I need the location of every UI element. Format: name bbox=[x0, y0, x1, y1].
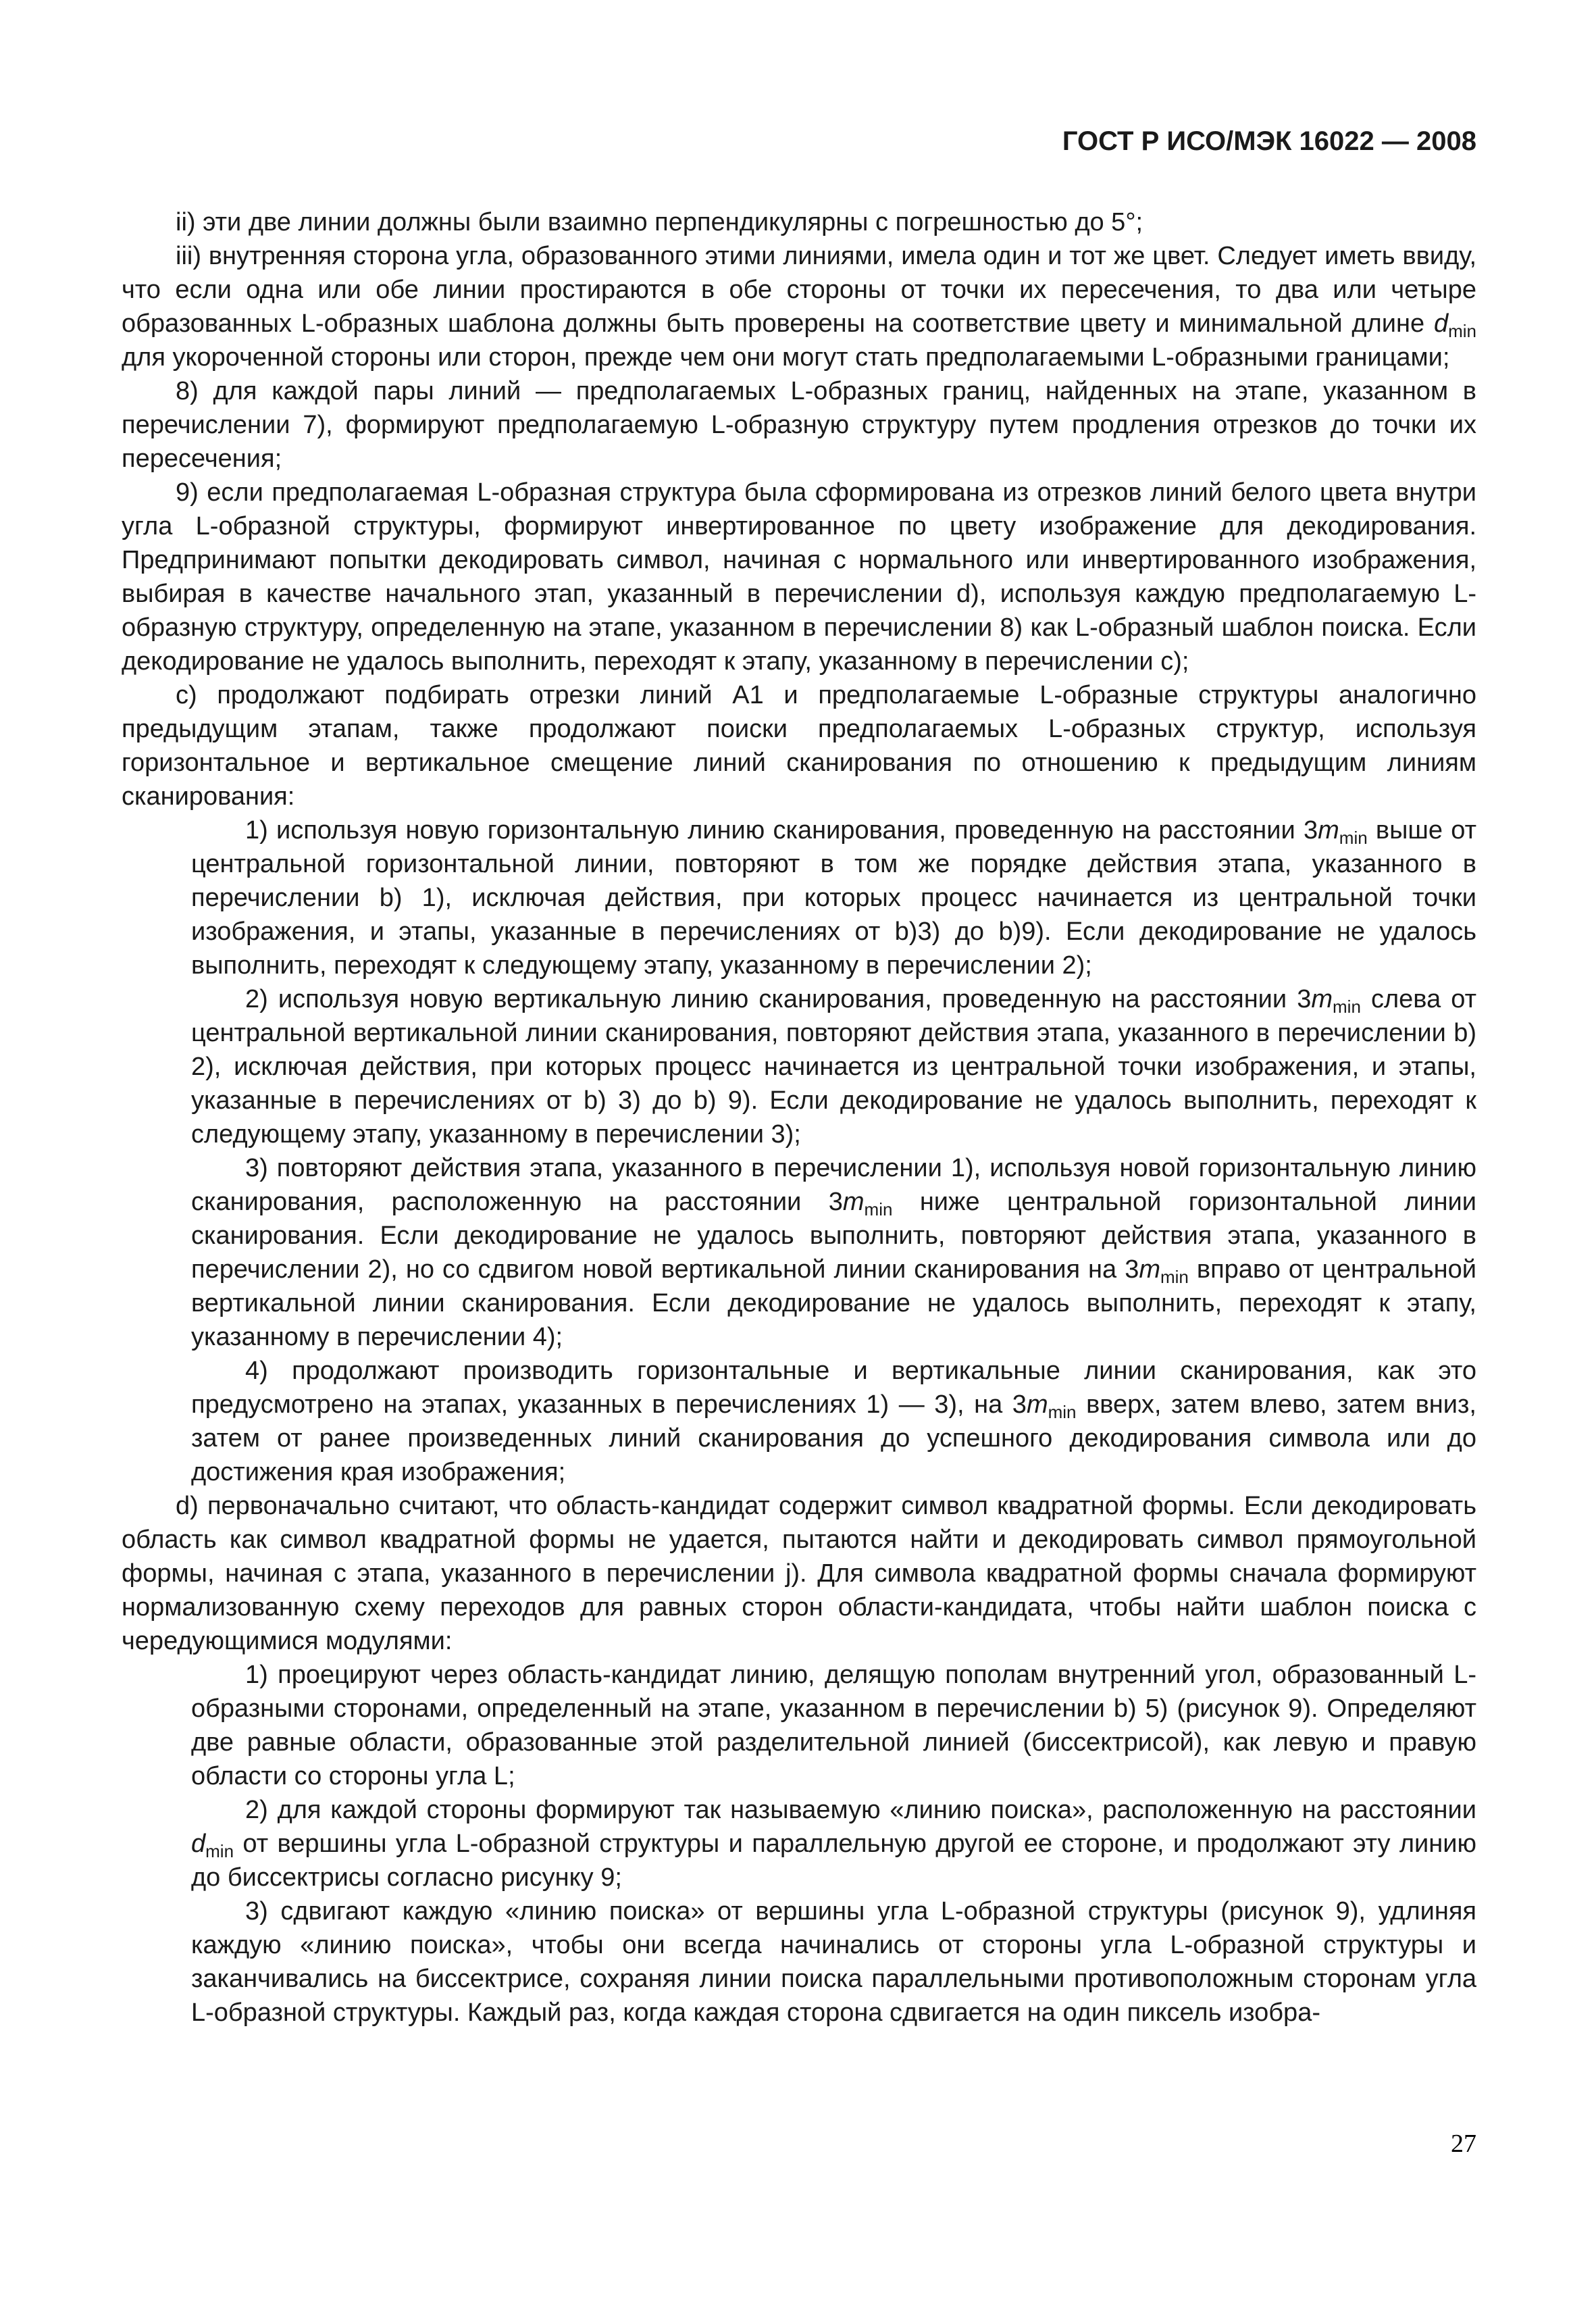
italic-symbol: m bbox=[842, 1188, 865, 1216]
paragraph-text: выше от центральной горизонтальной линии, повторяют в том же порядке действия этапа, указанного в перечислении b) 1), исключая действия, при которых процесс начинается из центральной точки изображения, и этапы, указанные в перечислениях от b)3) до b)9). Если декодирование не удалось выполнить, переходят к следующему этапу, указанному в перечислении 2); bbox=[191, 816, 1476, 980]
paragraph bbox=[122, 1489, 1476, 1658]
paragraph-text: 1) используя новую горизонтальную линию сканирования, проведенную на расстоянии 3 bbox=[245, 816, 1318, 845]
paragraph-text: 4) продолжают производить горизонтальные и вертикальные линии сканирования, как это предусмотрено на этапах, указанных в перечислениях 1) — 3), на 3 bbox=[191, 1357, 1476, 1419]
document-page bbox=[122, 101, 1476, 2030]
italic-symbol: m bbox=[1311, 985, 1333, 1013]
paragraph-text: iii) внутренняя сторона угла, образованного этими линиями, имела один и тот же цвет. Следует иметь ввиду, что если одна или обе линии простираются в обе стороны от точки их пересечения, то два или четыре образованных L-образных шаблона должны быть проверены на соответствие цвету и минимальной длине bbox=[122, 242, 1476, 338]
paragraph bbox=[122, 982, 1476, 1151]
paragraph-text: вверх, затем влево, затем вниз, затем от ранее произведенных линий сканирования до успешного декодирования символа или до достижения края изображения; bbox=[191, 1390, 1476, 1486]
italic-symbol: m bbox=[1139, 1255, 1160, 1284]
paragraph bbox=[122, 1354, 1476, 1489]
document-header: ГОСТ Р ИСО/МЭК 16022 — 2008 bbox=[1062, 126, 1476, 156]
paragraph bbox=[122, 205, 1476, 239]
subscript-text: min bbox=[864, 1199, 893, 1219]
italic-symbol: d bbox=[191, 1830, 206, 1858]
paragraph bbox=[122, 374, 1476, 476]
paragraph bbox=[122, 1658, 1476, 1793]
paragraph bbox=[122, 1793, 1476, 1894]
subscript-text: min bbox=[1448, 321, 1476, 341]
paragraph-text: 1) проецируют через область-кандидат линию, делящую пополам внутренний угол, образованный L-образными сторонами, определенный на этапе, указанном в перечислении b) 5) (рисунок 9). Определяют две равные области, образованные этой разделительной линией (биссектрисой), как левую и правую области со стороны угла L; bbox=[191, 1661, 1476, 1790]
italic-symbol: d bbox=[1433, 309, 1449, 338]
paragraph-text: 2) используя новую вертикальную линию сканирования, проведенную на расстоянии 3 bbox=[245, 985, 1312, 1013]
subscript-text: min bbox=[205, 1841, 234, 1861]
subscript-text: min bbox=[1333, 997, 1361, 1017]
paragraph-text: 2) для каждой стороны формируют так называемую «линию поиска», расположенную на расстоянии bbox=[245, 1796, 1476, 1824]
subscript-text: min bbox=[1048, 1402, 1077, 1422]
paragraph-text: ниже центральной горизонтальной линии сканирования. Если декодирование не удалось выполнить, повторяют действия этапа, указанного в перечислении 2), но со сдвигом новой вертикальной линии сканирования на 3 bbox=[191, 1188, 1477, 1284]
document-body bbox=[122, 205, 1476, 2030]
paragraph-text: для укороченной стороны или сторон, прежде чем они могут стать предполагаемыми L-образными границами; bbox=[122, 343, 1450, 372]
paragraph-text: 8) для каждой пары линий — предполагаемых L-образных границ, найденных на этапе, указанном в перечислении 7), формируют предполагаемую L-образную структуру путем продления отрезков до точки их пересечения; bbox=[122, 377, 1476, 473]
paragraph bbox=[122, 678, 1476, 813]
paragraph-text: c) продолжают подбирать отрезки линий A1 и предполагаемые L-образные структуры аналогично предыдущим этапам, также продолжают поиски предполагаемых L-образных структур, используя горизонтальное и вертикальное смещение линий сканирования по отношению к предыдущим линиям сканирования: bbox=[122, 681, 1476, 811]
paragraph-text: 3) сдвигают каждую «линию поиска» от вершины угла L-образной структуры (рисунок 9), удлиняя каждую «линию поиска», чтобы они всегда начинались от стороны угла L-образной структуры и заканчивались на биссектрисе, сохраняя линии поиска параллельными противоположным сторонам угла L-образной структуры. Каждый раз, когда каждая сторона сдвигается на один пиксель изобра- bbox=[191, 1897, 1476, 2027]
paragraph bbox=[122, 476, 1476, 678]
paragraph-text: 9) если предполагаемая L-образная структура была сформирована из отрезков линий белого цвета внутри угла L-образной структуры, формируют инвертированное по цвету изображение для декодирования. Предпринимают попытки декодировать символ, начиная с нормального или инвертированного изображения, выбирая в качестве начального этап, указанный в перечислении d), используя каждую предполагаемую L-образную структуру, определенную на этапе, указанном в перечислении 8) как L-образный шаблон поиска. Если декодирование не удалось выполнить, переходят к этапу, указанному в перечислении c); bbox=[122, 478, 1476, 676]
subscript-text: min bbox=[1160, 1267, 1189, 1287]
page-number: 27 bbox=[1451, 2130, 1476, 2158]
paragraph bbox=[122, 239, 1476, 374]
paragraph-text: d) первоначально считают, что область-кандидат содержит символ квадратной формы. Если декодировать область как символ квадратной формы не удается, пытаются найти и декодировать символ прямоугольной формы, начиная с этапа, указанного в перечислении j). Для символа квадратной формы сначала формируют нормализованную схему переходов для равных сторон области-кандидата, чтобы найти шаблон поиска с чередующимися модулями: bbox=[122, 1492, 1476, 1655]
paragraph bbox=[122, 813, 1476, 982]
paragraph-text: 3) повторяют действия этапа, указанного в перечислении 1), используя новой горизонтальную линию сканирования, расположенную на расстоянии 3 bbox=[191, 1154, 1476, 1216]
paragraph bbox=[122, 1894, 1476, 2030]
subscript-text: min bbox=[1339, 828, 1368, 848]
paragraph-text: слева от центральной вертикальной линии сканирования, повторяют действия этапа, указанного в перечислении b) 2), исключая действия, при которых процесс начинается из центральной точки изображения, и этапы, указанные в перечислениях от b) 3) до b) 9). Если декодирование не удалось выполнить, переходят к следующему этапу, указанному в перечислении 3); bbox=[191, 985, 1476, 1149]
italic-symbol: m bbox=[1026, 1390, 1048, 1419]
paragraph-text: ii) эти две линии должны были взаимно перпендикулярны с погрешностью до 5°; bbox=[176, 208, 1143, 236]
paragraph-text: от вершины угла L-образной структуры и параллельную другой ее стороне, и продолжают эту линию до биссектрисы согласно рисунку 9; bbox=[191, 1830, 1476, 1892]
italic-symbol: m bbox=[1318, 816, 1339, 845]
paragraph bbox=[122, 1151, 1476, 1354]
paragraph-text: вправо от центральной вертикальной линии сканирования. Если декодирование не удалось выполнить, переходят к этапу, указанному в перечислении 4); bbox=[191, 1255, 1477, 1351]
